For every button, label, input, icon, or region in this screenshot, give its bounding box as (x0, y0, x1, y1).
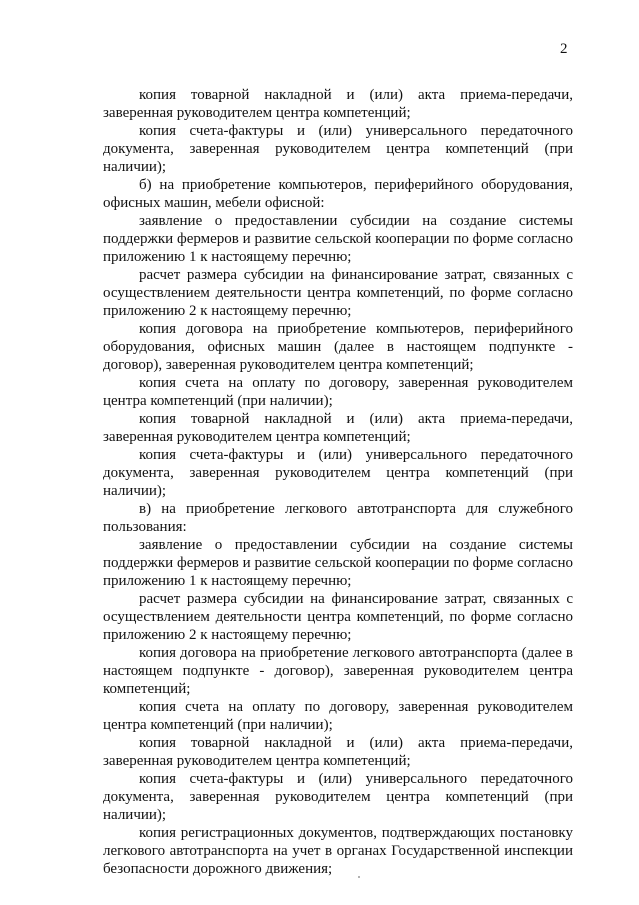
paragraph: расчет размера субсидии на финансирование затрат, связанных с осуществлением деятельности центра компетенций, по форме согласно приложению 2 к настоящему перечню; (103, 267, 573, 319)
paragraph: копия договора на приобретение легкового автотранспорта (далее в настоящем подпункте - договор), заверенная руководителем центра компетенций; (103, 645, 573, 697)
paragraph: в) на приобретение легкового автотранспорта для служебного пользования: (103, 501, 573, 535)
paragraph: копия товарной накладной и (или) акта приема-передачи, заверенная руководителем центра компетенций; (103, 735, 573, 769)
paragraph: копия счета-фактуры и (или) универсального передаточного документа, заверенная руководителем центра компетенций (при наличии); (103, 447, 573, 499)
paragraph: копия счета на оплату по договору, заверенная руководителем центра компетенций (при наличии); (103, 699, 573, 733)
paragraph: расчет размера субсидии на финансирование затрат, связанных с осуществлением деятельности центра компетенций, по форме согласно приложению 2 к настоящему перечню; (103, 591, 573, 643)
document-body (103, 86, 573, 878)
paragraph: заявление о предоставлении субсидии на создание системы поддержки фермеров и развитие сельской кооперации по форме согласно приложению 1 к настоящему перечню; (103, 213, 573, 265)
page-number: 2 (560, 41, 568, 57)
paragraph: копия регистрационных документов, подтверждающих постановку легкового автотранспорта на учет в органах Государственной инспекции безопасности дорожного движения; (103, 825, 573, 877)
paragraph: заявление о предоставлении субсидии на создание системы поддержки фермеров и развитие сельской кооперации по форме согласно приложению 1 к настоящему перечню; (103, 537, 573, 589)
paragraph: копия товарной накладной и (или) акта приема-передачи, заверенная руководителем центра компетенций; (103, 411, 573, 445)
paragraph: копия счета на оплату по договору, заверенная руководителем центра компетенций (при наличии); (103, 375, 573, 409)
paragraph: копия счета-фактуры и (или) универсального передаточного документа, заверенная руководителем центра компетенций (при наличии); (103, 771, 573, 823)
scan-speck (358, 876, 360, 878)
paragraph: копия товарной накладной и (или) акта приема-передачи, заверенная руководителем центра компетенций; (103, 87, 573, 121)
paragraph: копия договора на приобретение компьютеров, периферийного оборудования, офисных машин (далее в настоящем подпункте - договор), заверенная руководителем центра компетенций; (103, 321, 573, 373)
paragraph: копия счета-фактуры и (или) универсального передаточного документа, заверенная руководителем центра компетенций (при наличии); (103, 123, 573, 175)
paragraph: б) на приобретение компьютеров, периферийного оборудования, офисных машин, мебели офисной: (103, 177, 573, 211)
